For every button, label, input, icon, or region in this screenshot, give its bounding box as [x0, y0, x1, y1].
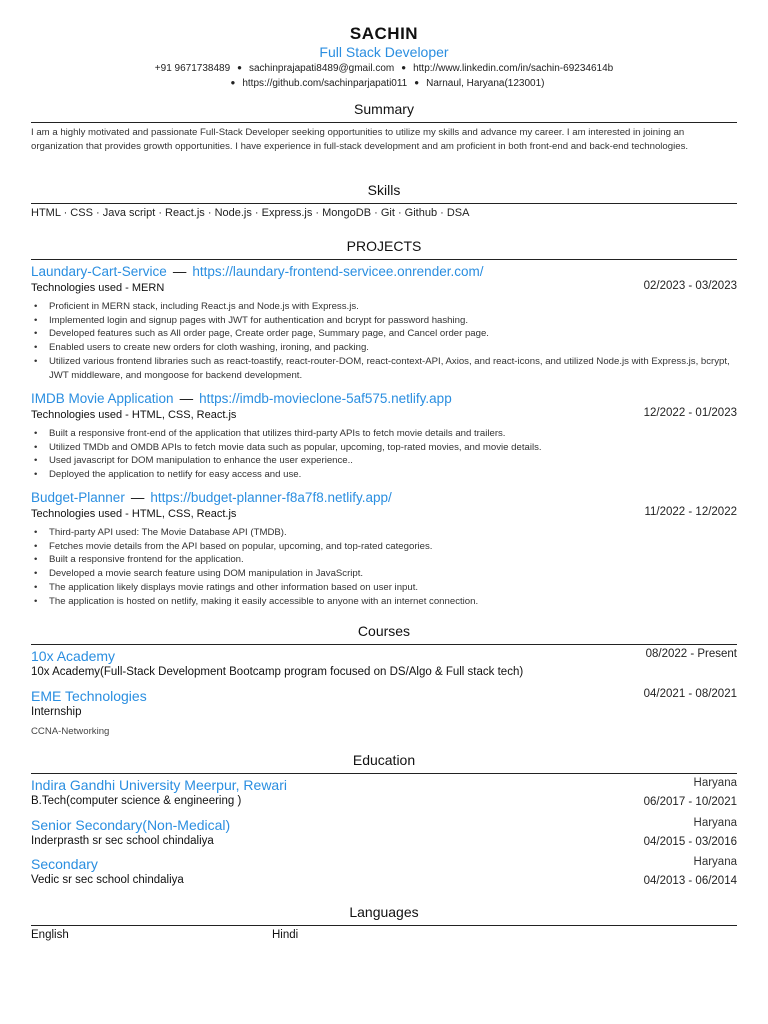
list-item: • Third-party API used: The Movie Database API (TMDB). — [31, 526, 737, 540]
list-item: • Developed features such as All order page, Create order page, Summary page, and Cancel order page. — [31, 327, 737, 341]
course-name[interactable]: 10x Academy — [31, 648, 116, 664]
degree-text: Inderprasth sr sec school chindaliya — [31, 835, 214, 847]
education-date: 04/2015 - 03/2016 — [643, 836, 737, 848]
school-location: Haryana — [693, 856, 737, 868]
candidate-role: Full Stack Developer — [319, 44, 449, 60]
project-header — [31, 490, 737, 508]
project-bullets — [31, 300, 737, 382]
education-date: 04/2013 - 06/2014 — [643, 875, 737, 887]
project-header — [31, 264, 737, 282]
project-tech-text: Technologies used - HTML, CSS, React.js — [31, 409, 237, 421]
summary-heading: Summary — [354, 101, 414, 117]
list-item: • The application is hosted on netlify, making it easily accessible to anyone with an internet connection. — [31, 595, 737, 609]
contact-line-2 — [31, 78, 737, 89]
dash-separator: — — [172, 264, 187, 279]
project-item — [31, 391, 737, 482]
bullet-separator: ● — [237, 63, 242, 72]
project-link[interactable]: https://laundary-frontend-servicee.onrender.com/ — [192, 264, 484, 279]
school-name[interactable]: Secondary — [31, 856, 98, 872]
projects-heading: PROJECTS — [346, 238, 422, 254]
course-date: 04/2021 - 08/2021 — [643, 688, 737, 700]
project-link[interactable]: https://budget-planner-f8a7f8.netlify.app/ — [150, 490, 392, 505]
school-location: Haryana — [693, 777, 737, 789]
section-divider — [31, 122, 737, 123]
section-divider — [31, 773, 737, 774]
project-name: Laundary-Cart-Service — [31, 264, 167, 279]
course-desc: Internship — [31, 706, 82, 718]
section-divider — [31, 925, 737, 926]
section-divider — [31, 644, 737, 645]
bullet-separator: ● — [414, 78, 420, 87]
location-text: Narnaul, Haryana(123001) — [426, 78, 545, 89]
course-name[interactable]: EME Technologies — [31, 688, 147, 704]
skills-list: HTML · CSS · Java script · React.js · Node.js · Express.js · MongoDB · Git · Github · DSA — [31, 207, 470, 219]
list-item: • Utilized various frontend libraries such as react-toastify, react-router-DOM, react-context-API, Axios, and react-icons, and utilized Node.js with Express.js, bcrypt, JWT middleware, and mongoose for backend development. — [31, 355, 737, 382]
section-divider — [31, 259, 737, 260]
school-name[interactable]: Indira Gandhi University Meerpur, Rewari — [31, 777, 287, 793]
language-item: English — [31, 929, 69, 941]
degree-text: B.Tech(computer science & engineering ) — [31, 795, 242, 807]
project-header — [31, 391, 737, 409]
phone-text: +91 9671738489 — [154, 63, 231, 74]
degree-text: Vedic sr sec school chindaliya — [31, 874, 184, 886]
school-name[interactable]: Senior Secondary(Non-Medical) — [31, 817, 231, 833]
project-bullets — [31, 427, 737, 482]
project-item — [31, 264, 737, 382]
project-tech-text: Technologies used - HTML, CSS, React.js — [31, 508, 237, 520]
education-item — [31, 856, 737, 890]
list-item: • Fetches movie details from the API based on popular, upcoming, and top-rated categories. — [31, 540, 737, 554]
school-location: Haryana — [693, 817, 737, 829]
list-item: • Built a responsive front-end of the application that utilizes third-party APIs to fetch movie details and trailers. — [31, 427, 737, 441]
bullet-separator: ● — [401, 63, 407, 72]
project-tech — [31, 282, 737, 296]
contact-line-1 — [31, 63, 737, 74]
course-note: CCNA-Networking — [31, 726, 110, 737]
email-link[interactable]: sachinprajapati8489@gmail.com — [249, 63, 395, 74]
project-name: Budget-Planner — [31, 490, 125, 505]
course-item — [31, 688, 737, 737]
skills-heading: Skills — [367, 182, 401, 198]
linkedin-link[interactable]: http://www.linkedin.com/in/sachin-69234614b — [413, 63, 614, 74]
project-tech — [31, 409, 737, 423]
list-item: • Utilized TMDb and OMDB APIs to fetch movie data such as popular, upcoming, top-rated movies, and movie details. — [31, 441, 737, 455]
list-item: • Used javascript for DOM manipulation to enhance the user experience.. — [31, 454, 737, 468]
dash-separator: — — [179, 391, 194, 406]
list-item: • The application likely displays movie ratings and other information based on user input. — [31, 581, 737, 595]
summary-text: I am a highly motivated and passionate Full-Stack Developer seeking opportunities to utilize my skills and advance my career. I am interested in joining an organization that provides growth opportunities. I have experience in full-stack development and am proficient in both front-end and back-end technologies. — [31, 127, 689, 152]
github-link[interactable]: https://github.com/sachinparjapati011 — [242, 78, 408, 89]
list-item: • Built a responsive frontend for the application. — [31, 553, 737, 567]
education-date: 06/2017 - 10/2021 — [643, 796, 737, 808]
list-item: • Enabled users to create new orders for cloth washing, ironing, and packing. — [31, 341, 737, 355]
list-item: • Proficient in MERN stack, including React.js and Node.js with Express.js. — [31, 300, 737, 314]
list-item: • Implemented login and signup pages with JWT for authentication and bcrypt for password hashing. — [31, 314, 737, 328]
project-link[interactable]: https://imdb-movieclone-5af575.netlify.app — [199, 391, 452, 406]
list-item: • Developed a movie search feature using DOM manipulation in JavaScript. — [31, 567, 737, 581]
course-item — [31, 648, 737, 682]
project-tech-text: Technologies used - MERN — [31, 282, 165, 294]
languages-heading: Languages — [349, 904, 419, 920]
course-desc: 10x Academy(Full-Stack Development Bootcamp program focused on DS/Algo & Full stack tech) — [31, 666, 524, 678]
bullet-separator: ● — [230, 78, 236, 87]
project-date: 12/2022 - 01/2023 — [643, 407, 737, 419]
dash-separator: — — [130, 490, 145, 505]
project-name: IMDB Movie Application — [31, 391, 174, 406]
language-item: Hindi — [272, 929, 299, 941]
education-item — [31, 777, 737, 811]
section-divider — [31, 203, 737, 204]
project-date: 02/2023 - 03/2023 — [643, 280, 737, 292]
courses-heading: Courses — [357, 623, 411, 639]
project-item — [31, 490, 737, 608]
education-heading: Education — [352, 752, 416, 768]
course-date: 08/2022 - Present — [645, 648, 737, 660]
education-item — [31, 817, 737, 851]
project-bullets — [31, 526, 737, 608]
candidate-name: SACHIN — [349, 24, 419, 43]
project-date: 11/2022 - 12/2022 — [644, 506, 737, 518]
list-item: • Deployed the application to netlify for easy access and use. — [31, 468, 737, 482]
project-tech — [31, 508, 737, 522]
